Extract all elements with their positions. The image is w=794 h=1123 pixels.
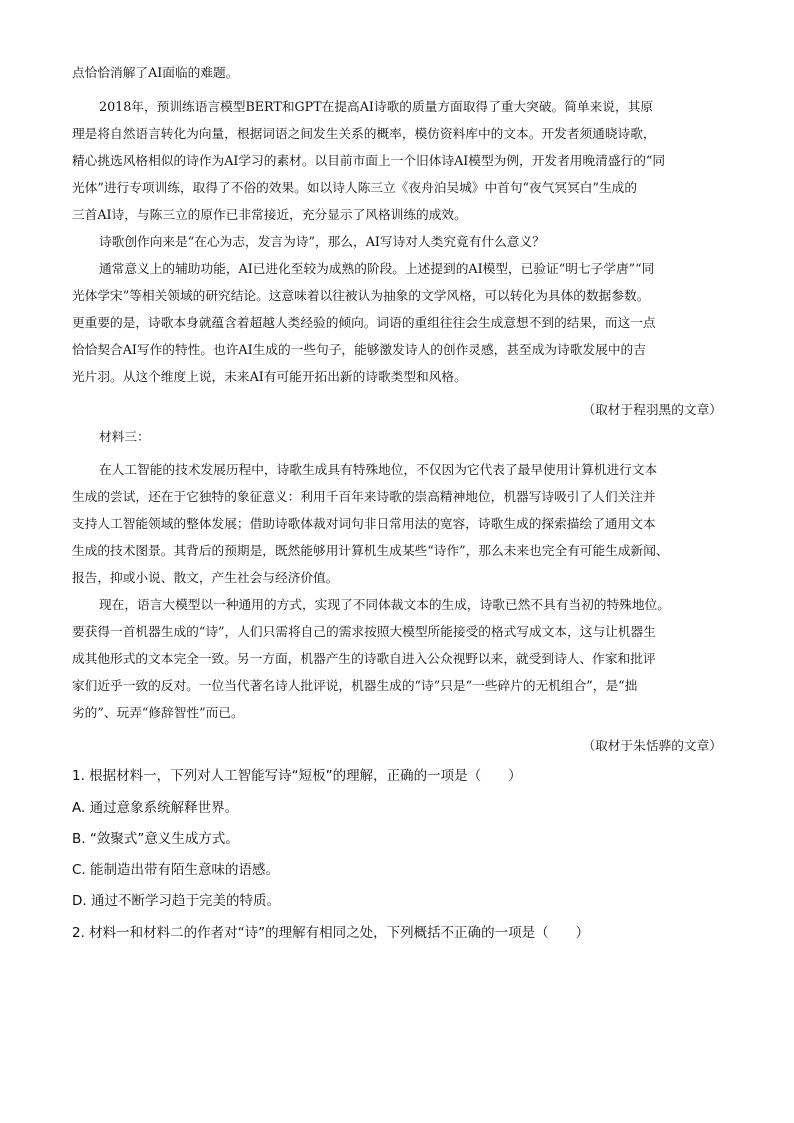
paragraph-line: 理是将自然语言转化为向量，根据词语之间发生关系的概率，模仿资料库中的文本。开发者须通晓诗歌， [72,126,656,141]
paragraph-line: 成其他形式的文本完全一致。另一方面，机器产生的诗歌自进入公众视野以来，就受到诗人、作家和批评 [72,651,656,666]
paragraph-line: 通常意义上的辅助功能，AI已进化至较为成熟的阶段。上述提到的AI模型，已验证“明七子学唐”“同 [99,261,655,276]
paragraph-line: 三首AI诗，与陈三立的原作已非常接近，充分显示了风格训练的成效。 [72,207,467,222]
paragraph-line: 点恰恰消解了AI面临的难题。 [72,65,239,80]
source-attribution: （取材于程羽黑的文章） [582,402,722,417]
question-option: C. 能制造出带有陌生意味的语感。 [72,862,280,878]
question-stem: 1. 根据材料一，下列对人工智能写诗“短板”的理解，正确的一项是（ ） [72,768,522,784]
paragraph-line: 精心挑选风格相似的诗作为AI学习的素材。以目前市面上一个旧体诗AI模型为例，开发者用晚清盛行的“同 [72,153,666,168]
material-label: 材料三： [99,429,150,444]
paragraph-line: 诗歌创作向来是“在心为志，发言为诗”，那么，AI写诗对人类究竟有什么意义？ [99,234,545,249]
paragraph-line: 恰恰契合AI写作的特性。也许AI生成的一些句子，能够激发诗人的创作灵感，甚至成为诗歌发展中的吉 [72,342,646,357]
question-stem: 2. 材料一和材料二的作者对“诗”的理解有相同之处，下列概括不正确的一项是（ ） [72,925,590,941]
paragraph-line: 光体”进行专项训练，取得了不俗的效果。如以诗人陈三立《夜舟泊吴城》中首句“夜气冥冥白”生成的 [72,180,638,195]
question-option: A. 通过意象系统解释世界。 [72,800,239,816]
source-attribution: （取材于朱恬骅的文章） [582,738,722,753]
paragraph-line: 报告，抑或小说、散文，产生社会与经济价值。 [72,570,339,585]
paragraph-line: 光片羽。从这个维度上说，未来AI有可能开拓出新的诗歌类型和风格。 [72,369,467,384]
paragraph-line: 现在，语言大模型以一种通用的方式，实现了不同体裁文本的生成，诗歌已然不具有当初的特殊地位。 [99,597,670,612]
question-option: D. 通过不断学习趋于完美的特质。 [72,893,280,909]
paragraph-line: 2018年，预训练语言模型BERT和GPT在提高AI诗歌的质量方面取得了重大突破。简单来说，其原 [99,99,654,114]
paragraph-line: 家们近乎一致的反对。一位当代著名诗人批评说，机器生成的“诗”只是“一些碎片的无机组合”，是“拙 [72,678,638,693]
paragraph-line: 光体学宋”等相关领域的研究结论。这意味着以往被认为抽象的文学风格，可以转化为具体的数据参数。 [72,288,650,303]
paragraph-line: 支持人工智能领域的整体发展；借助诗歌体裁对词句非日常用法的宽容，诗歌生成的探索描绘了通用文本 [72,516,656,531]
question-option: B. “敛聚式”意义生成方式。 [72,831,239,847]
paragraph-line: 生成的尝试，还在于它独特的象征意义：利用千百年来诗歌的崇高精神地位，机器写诗吸引了人们关注并 [72,489,656,504]
paragraph-line: 要获得一首机器生成的“诗”，人们只需将自己的需求按照大模型所能接受的格式写成文本，这与让机器生 [72,624,656,639]
paragraph-line: 在人工智能的技术发展历程中，诗歌生成具有特殊地位，不仅因为它代表了最早使用计算机进行文本 [99,462,658,477]
paragraph-line: 生成的技术图景。其背后的预期是，既然能够用计算机生成某些“诗作”，那么未来也完全有可能生成新闻、 [72,543,669,558]
paragraph-line: 更重要的是，诗歌本身就蕴含着超越人类经验的倾向。词语的重组往往会生成意想不到的结果，而这一点 [72,315,656,330]
paragraph-line: 劣的”、玩弄“修辞智性”而已。 [72,705,244,720]
